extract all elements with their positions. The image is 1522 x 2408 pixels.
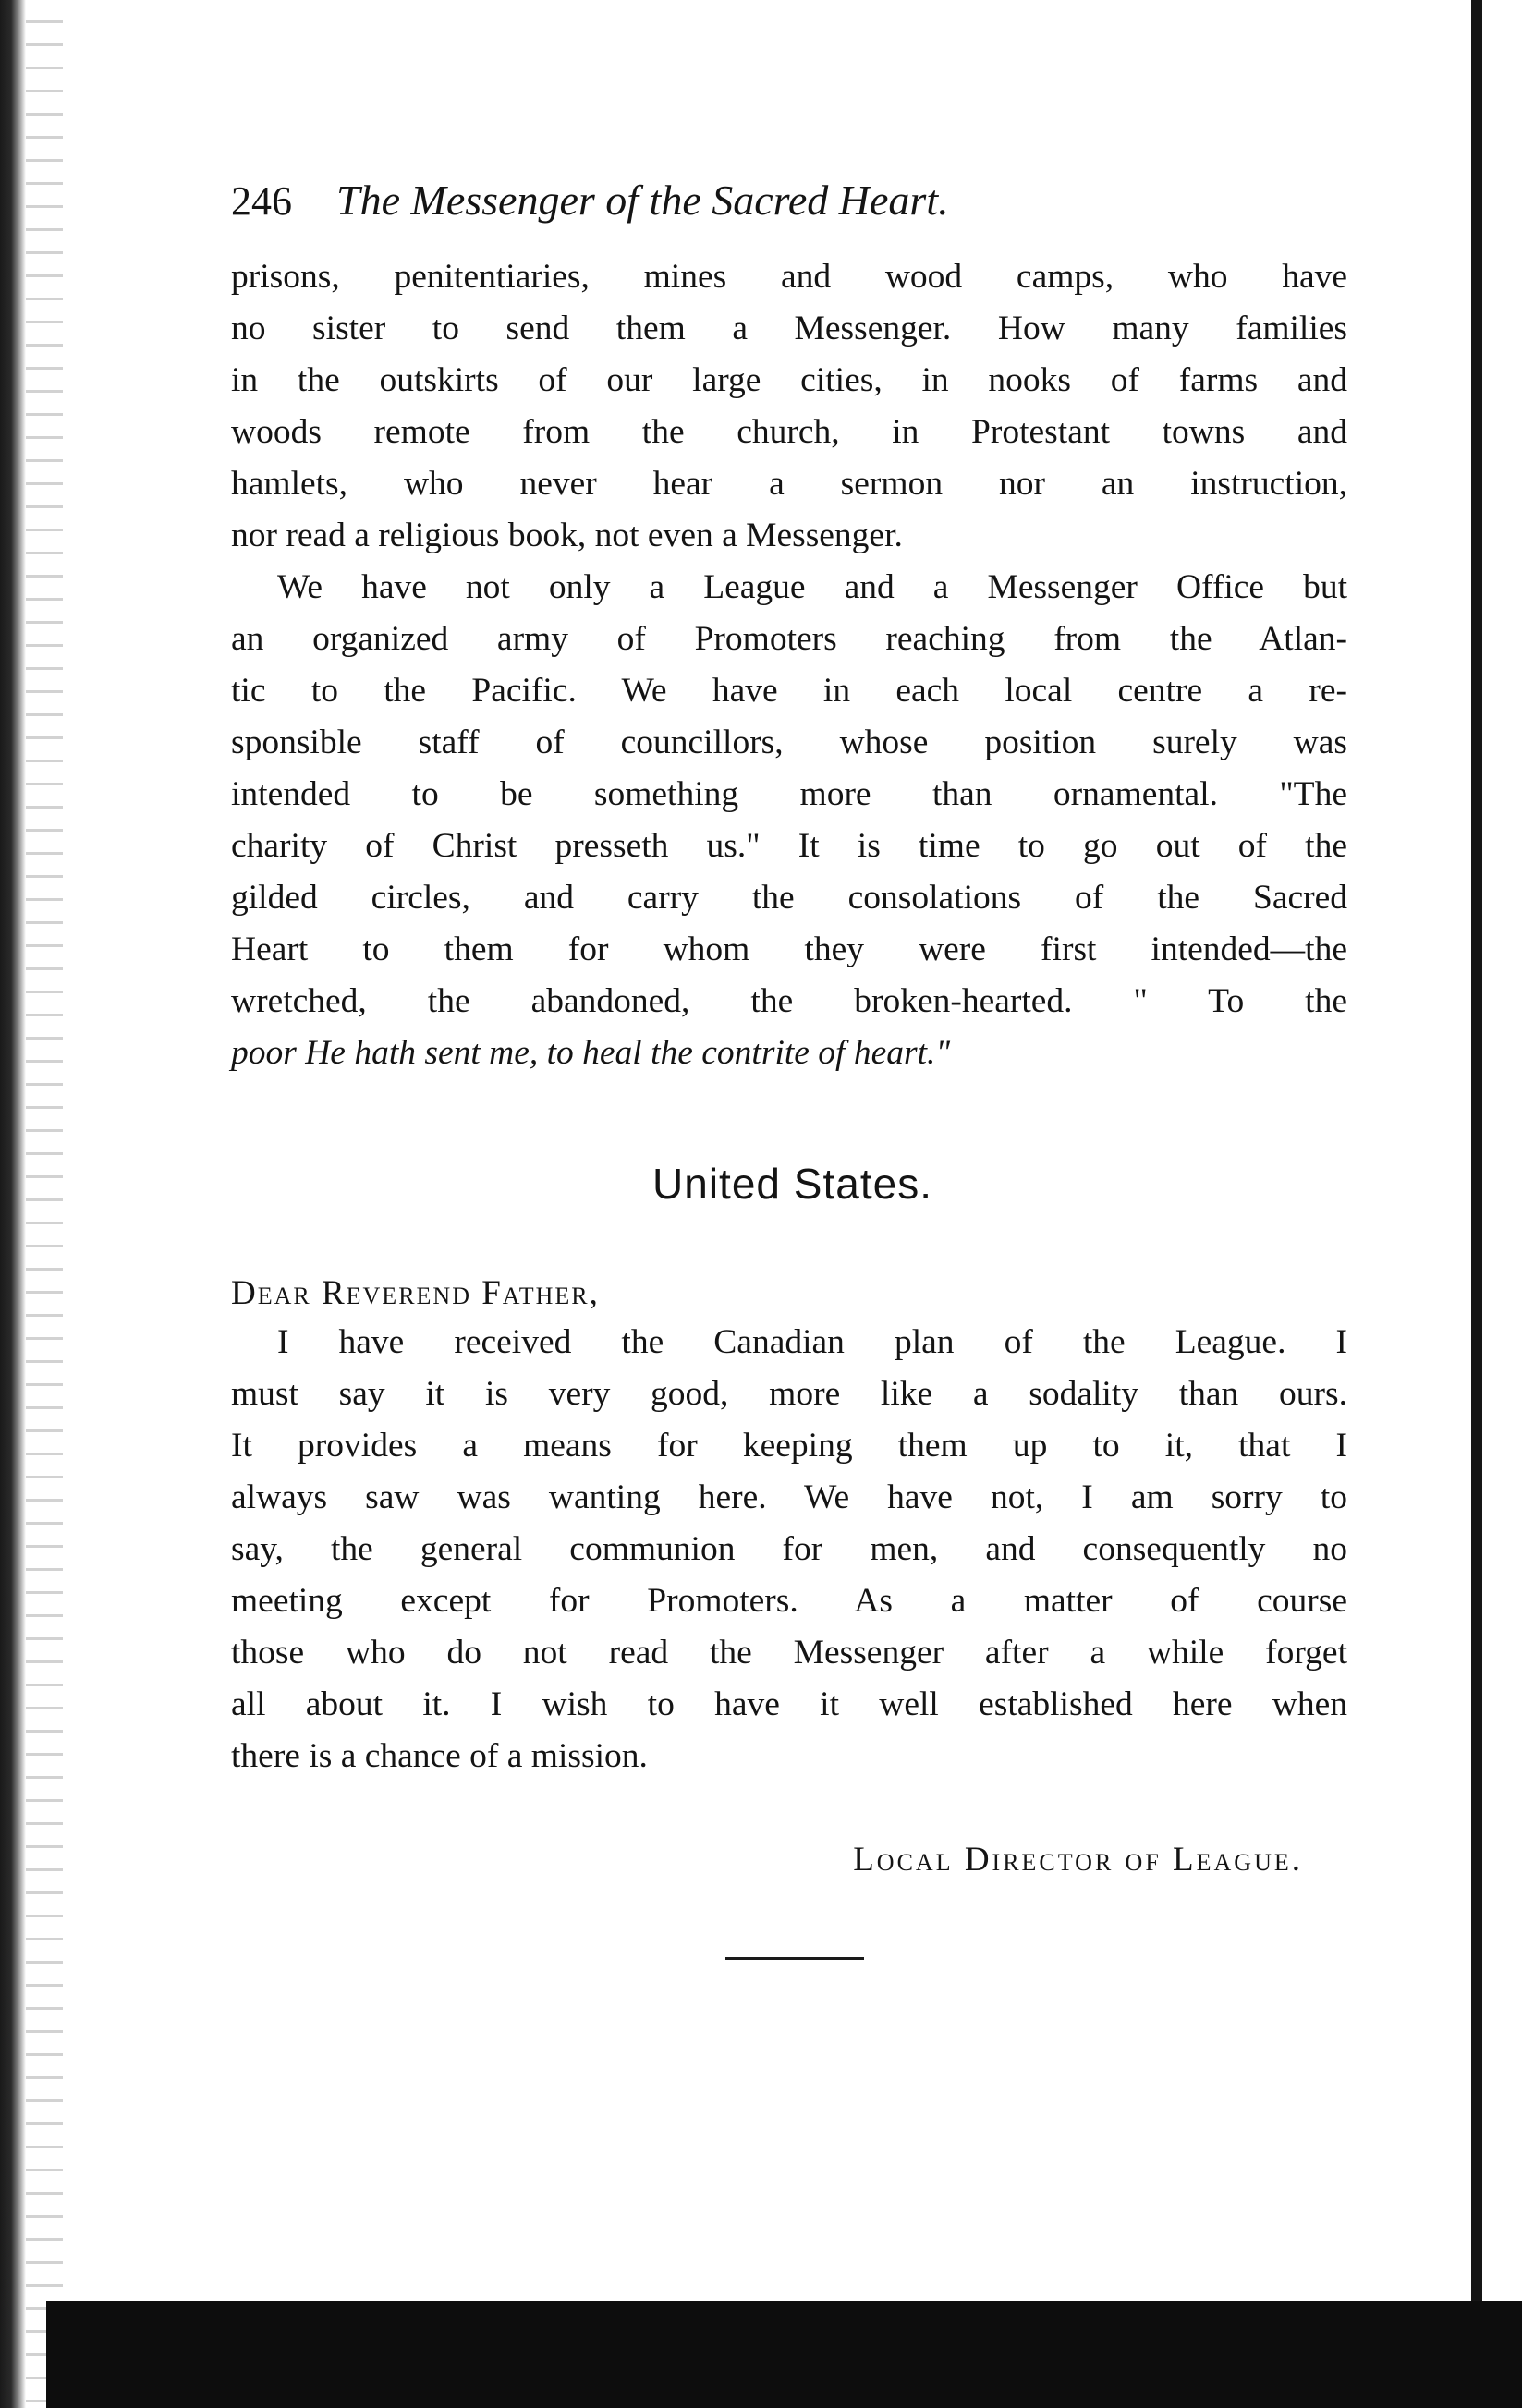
text-line: tic to the Pacific. We have in each local centre a re- <box>231 672 1347 710</box>
text-line: intended to be something more than ornamental. "The <box>231 775 1347 813</box>
text-line: We have not only a League and a Messenger Office but <box>277 568 1347 606</box>
paragraph-league <box>231 562 1347 1079</box>
letter-salutation: Dear Reverend Father, <box>231 1274 600 1312</box>
letter-line: It provides a means for keeping them up to it, that I <box>231 1427 1347 1465</box>
text-line: prisons, penitentiaries, mines and wood camps, who have <box>231 258 1347 296</box>
text-line: woods remote from the church, in Protestant towns and <box>231 413 1347 451</box>
text-line-italic: poor He hath sent me, to heal the contrite of heart." <box>231 1034 951 1072</box>
letter-line: I have received the Canadian plan of the League. I <box>277 1323 1347 1361</box>
section-heading: United States. <box>652 1160 932 1208</box>
book-page <box>231 176 1354 1879</box>
text-line: Heart to them for whom they were first intended—the <box>231 930 1347 968</box>
section-divider-rule <box>725 1957 864 1960</box>
letter-line: there is a chance of a mission. <box>231 1737 648 1775</box>
letter-line: those who do not read the Messenger after a while forget <box>231 1634 1347 1672</box>
page-number: 246 <box>231 178 292 224</box>
letter-line: must say it is very good, more like a sodality than ours. <box>231 1375 1347 1413</box>
letter-signature: Local Director of League. <box>853 1841 1303 1879</box>
text-line: charity of Christ presseth us." It is time to go out of the <box>231 827 1347 865</box>
text-line: gilded circles, and carry the consolations of the Sacred <box>231 879 1347 917</box>
scan-left-speckle <box>26 0 63 2408</box>
paragraph-continuation <box>231 251 1347 562</box>
running-title: The Messenger of the Sacred Heart. <box>336 176 949 224</box>
letter-line: meeting except for Promoters. As a matter of course <box>231 1582 1347 1620</box>
letter-line: say, the general communion for men, and consequently no <box>231 1530 1347 1568</box>
letter-line: always saw was wanting here. We have not, I am sorry to <box>231 1478 1347 1516</box>
text-line: in the outskirts of our large cities, in nooks of farms and <box>231 361 1347 399</box>
running-head <box>231 176 1354 227</box>
letter-body <box>231 1317 1347 1782</box>
text-line: hamlets, who never hear a sermon nor an instruction, <box>231 465 1347 503</box>
scan-right-edge <box>1471 0 1482 2301</box>
text-line: nor read a religious book, not even a Messenger. <box>231 517 903 554</box>
text-line: an organized army of Promoters reaching from the Atlan- <box>231 620 1347 658</box>
text-line: wretched, the abandoned, the broken-hearted. " To the <box>231 982 1347 1020</box>
text-line: sponsible staff of councillors, whose position surely was <box>231 724 1347 761</box>
scan-left-edge <box>0 0 26 2408</box>
letter-line: all about it. I wish to have it well established here when <box>231 1685 1347 1723</box>
scan-bottom-band <box>46 2301 1522 2408</box>
text-line: no sister to send them a Messenger. How many families <box>231 310 1347 347</box>
